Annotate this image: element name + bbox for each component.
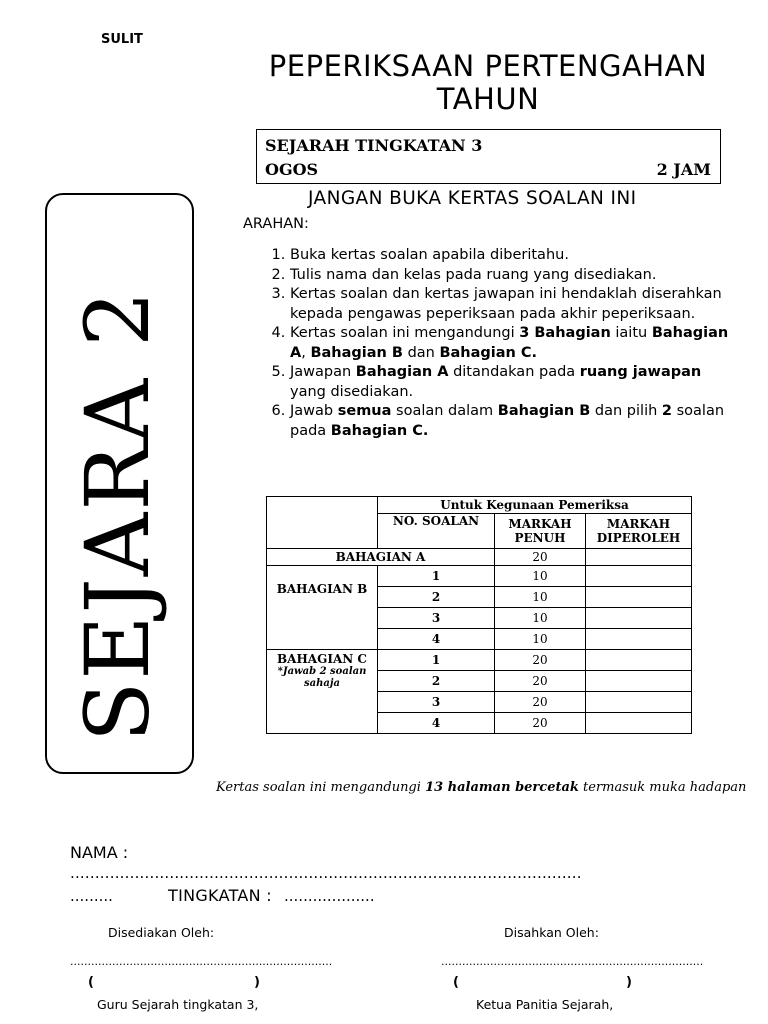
- section-b-q1-no: 1: [378, 566, 495, 587]
- instruction-text: 3 Bahagian: [519, 325, 611, 341]
- instruction-text: Tulis nama dan kelas pada ruang yang disediakan.: [290, 266, 657, 283]
- table-row: [267, 650, 692, 671]
- section-b-q4-obtained[interactable]: [586, 629, 692, 650]
- instruction-text: Bahagian C.: [330, 422, 429, 439]
- exam-duration: 2 JAM: [656, 160, 711, 179]
- page-count-bold: 13 halaman bercetak: [425, 780, 579, 795]
- section-a-obtained[interactable]: [586, 549, 692, 566]
- page-count-pre: Kertas soalan ini mengandungi: [216, 780, 426, 795]
- side-banner-text: SEJARA 2: [66, 288, 169, 742]
- section-b-q2-full: 10: [495, 587, 586, 608]
- name-field[interactable]: .......................................................................................................: [70, 864, 582, 882]
- table-caption: Untuk Kegunaan Pemeriksa: [378, 497, 692, 514]
- exam-title-line2: TAHUN: [436, 82, 540, 116]
- instruction-item: [290, 363, 740, 402]
- section-b-q2-no: 2: [378, 587, 495, 608]
- approved-open-paren: (: [453, 975, 459, 990]
- exam-title: [248, 50, 728, 116]
- table-row: [267, 549, 692, 566]
- approved-signature-line[interactable]: ...........................................................................: [441, 955, 704, 968]
- section-c-q4-full: 20: [495, 713, 586, 734]
- instruction-text: Bahagian B: [310, 344, 403, 361]
- section-c-q3-obtained[interactable]: [586, 692, 692, 713]
- table-corner-cell: [267, 497, 378, 549]
- section-b-q2-obtained[interactable]: [586, 587, 692, 608]
- warning-heading: JANGAN BUKA KERTAS SOALAN INI: [308, 188, 637, 209]
- approved-role: Ketua Panitia Sejarah,: [476, 997, 614, 1012]
- instruction-item: [290, 285, 740, 324]
- col-header-no: NO. SOALAN: [378, 514, 495, 549]
- col-header-obtained: MARKAH DIPEROLEH: [586, 514, 692, 549]
- subject-box: [256, 129, 721, 184]
- instruction-text: Jawapan: [290, 364, 356, 380]
- instruction-text: ditandakan pada: [448, 364, 580, 380]
- section-b-q1-obtained[interactable]: [586, 566, 692, 587]
- table-row: [267, 566, 692, 587]
- approved-close-paren: ): [626, 975, 632, 990]
- instruction-text: dan pilih: [590, 403, 662, 419]
- exam-month: OGOS: [265, 160, 319, 179]
- approved-by-label: Disahkan Oleh:: [504, 925, 599, 940]
- instruction-text: Kertas soalan ini mengandungi: [290, 325, 520, 341]
- instruction-text: yang disediakan.: [290, 383, 414, 400]
- section-b-q3-no: 3: [378, 608, 495, 629]
- instruction-text: Bahagian A: [290, 325, 729, 361]
- section-c-q1-obtained[interactable]: [586, 650, 692, 671]
- instruction-text: iaitu: [610, 325, 652, 341]
- name-label: NAMA :: [70, 843, 129, 862]
- instruction-text: ruang jawapan: [579, 364, 702, 380]
- instruction-text: Buka kertas soalan apabila diberitahu.: [290, 247, 569, 263]
- examiner-table: [266, 496, 692, 734]
- prepared-role: Guru Sejarah tingkatan 3,: [97, 997, 259, 1012]
- exam-title-line1: PEPERIKSAAN PERTENGAHAN: [268, 49, 708, 83]
- section-c-q4-obtained[interactable]: [586, 713, 692, 734]
- section-c-q1-no: 1: [378, 650, 495, 671]
- instruction-item: [290, 266, 740, 286]
- section-b-q4-no: 4: [378, 629, 495, 650]
- prepared-close-paren: ): [254, 975, 260, 990]
- instruction-text: soalan dalam: [391, 403, 498, 419]
- instruction-item: [290, 246, 740, 266]
- section-c-note: *Jawab 2 soalan sahaja: [277, 666, 367, 689]
- section-c-label: BAHAGIAN C: [277, 652, 367, 666]
- instruction-text: ,: [301, 344, 311, 361]
- section-b-q3-obtained[interactable]: [586, 608, 692, 629]
- section-c-q2-obtained[interactable]: [586, 671, 692, 692]
- section-b-q1-full: 10: [495, 566, 586, 587]
- instruction-text: Bahagian C.: [439, 344, 538, 361]
- section-b-q3-full: 10: [495, 608, 586, 629]
- section-c-q3-full: 20: [495, 692, 586, 713]
- form-label: TINGKATAN :: [168, 886, 272, 905]
- prepared-by-label: Disediakan Oleh:: [108, 925, 215, 940]
- instructions-heading: ARAHAN:: [243, 216, 309, 232]
- classification-label: SULIT: [101, 32, 143, 47]
- page-count-post: termasuk muka hadapan: [578, 780, 747, 795]
- prepared-open-paren: (: [88, 975, 94, 990]
- section-a-label: BAHAGIAN A: [267, 549, 495, 566]
- instruction-text: dan: [402, 344, 440, 361]
- section-b-q4-full: 10: [495, 629, 586, 650]
- section-c-q3-no: 3: [378, 692, 495, 713]
- instruction-text: Bahagian B: [497, 403, 591, 419]
- prepared-signature-line[interactable]: ...........................................................................: [70, 955, 333, 968]
- instruction-text: 2: [661, 403, 672, 419]
- section-b-label: BAHAGIAN B: [267, 566, 378, 650]
- section-c-cell: [267, 650, 378, 734]
- col-header-full: MARKAH PENUH: [495, 514, 586, 549]
- section-c-q2-full: 20: [495, 671, 586, 692]
- form-field[interactable]: ...................: [284, 887, 375, 905]
- section-c-q4-no: 4: [378, 713, 495, 734]
- instructions-list: [266, 246, 740, 441]
- section-a-full: 20: [495, 549, 586, 566]
- instruction-item: [290, 402, 740, 441]
- instruction-text: semua: [337, 403, 392, 419]
- instruction-text: soalan pada: [290, 403, 725, 439]
- instruction-text: Bahagian A: [355, 364, 449, 380]
- section-c-q2-no: 2: [378, 671, 495, 692]
- section-c-q1-full: 20: [495, 650, 586, 671]
- instruction-item: [290, 324, 740, 363]
- page-count-note: [216, 780, 746, 795]
- instruction-text: Jawab: [290, 403, 338, 419]
- instruction-text: Kertas soalan dan kertas jawapan ini hendaklah diserahkan kepada pengawas peperiksaan pada akhir peperiksaan.: [290, 286, 722, 322]
- subject-name: SEJARAH TINGKATAN 3: [265, 136, 483, 155]
- name-field-continued[interactable]: .........: [70, 887, 113, 905]
